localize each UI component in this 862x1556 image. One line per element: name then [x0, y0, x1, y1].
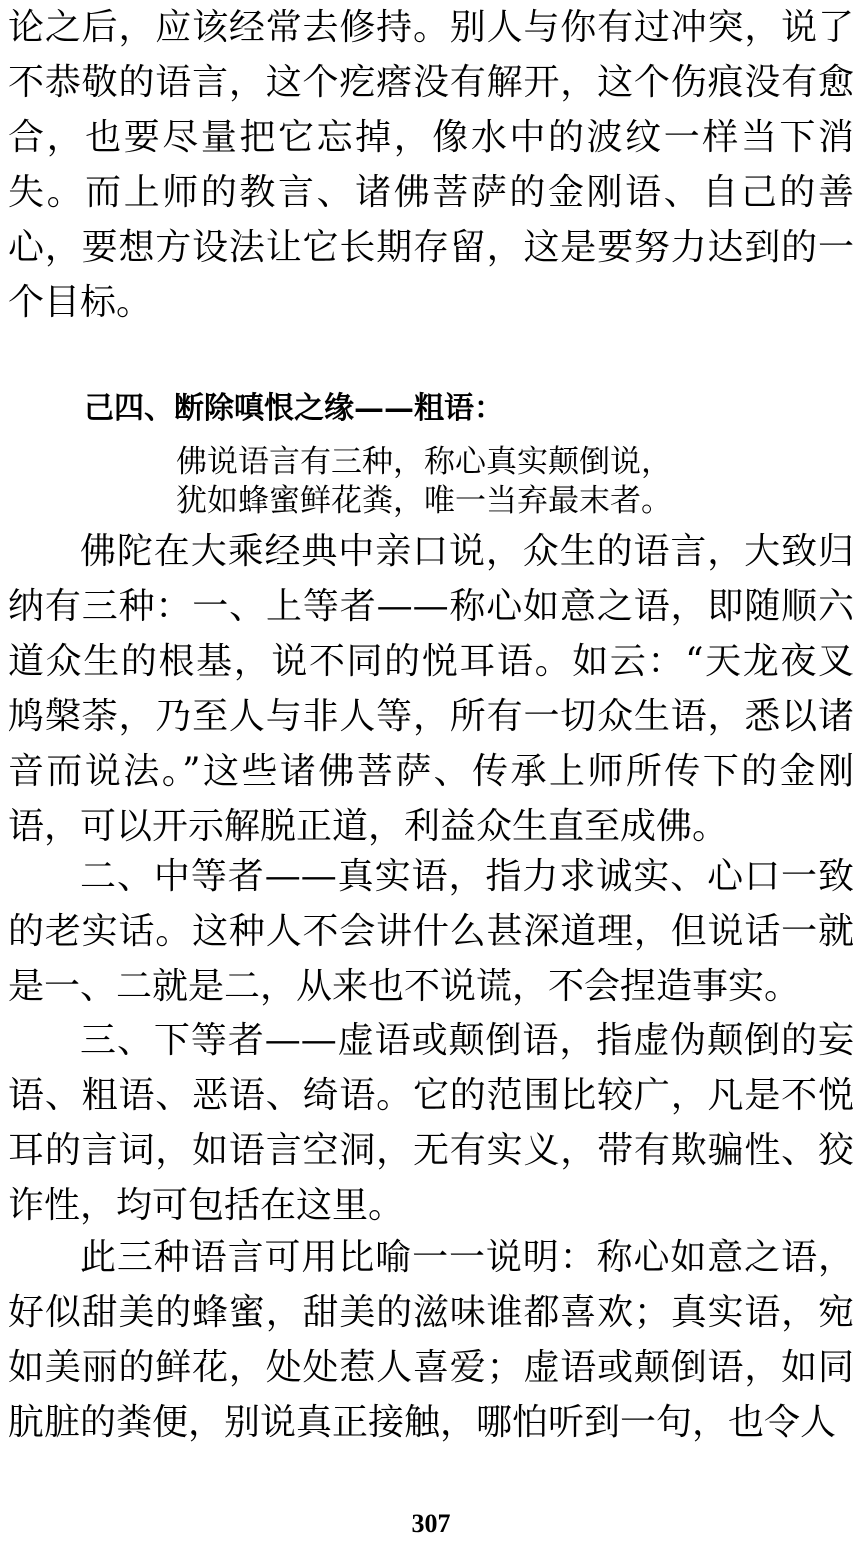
verse-line-2: 犹如蜂蜜鲜花粪，唯一当弃最末者。	[176, 483, 672, 519]
verse-line-1: 佛说语言有三种，称心真实颠倒说，	[176, 444, 672, 480]
paragraph-lower-kind: 三、下等者——虚语或颠倒语，指虚伪颠倒的妄语、粗语、恶语、绮语。它的范围比较广，凡是不悦耳的言词，如语言空洞，无有实义，带有欺骗性、狡诈性，均可包括在这里。	[8, 1020, 854, 1226]
paragraph-middle-kind: 二、中等者——真实语，指力求诚实、心口一致的老实话。这种人不会讲什么甚深道理，但说话一就是一、二就是二，从来也不说谎，不会捏造事实。	[8, 856, 854, 1007]
paragraph-three-kinds: 佛陀在大乘经典中亲口说，众生的语言，大致归纳有三种：一、上等者——称心如意之语，即随顺六道众生的根基，说不同的悦耳语。如云：“天龙夜叉鸠槃荼，乃至人与非人等，所有一切众生语，悉以诸音而说法。”这些诸佛菩萨、传承上师所传下的金刚语，可以开示解脱正道，利益众生直至成佛。	[8, 531, 854, 847]
section-heading: 己四、断除嗔恨之缘——粗语：	[84, 391, 504, 426]
paragraph-continuation: 论之后，应该经常去修持。别人与你有过冲突，说了不恭敬的语言，这个疙瘩没有解开，这个伤痕没有愈合，也要尽量把它忘掉，像水中的波纹一样当下消失。而上师的教言、诸佛菩萨的金刚语、自己的善心，要想方设法让它长期存留，这是要努力达到的一个目标。	[8, 7, 854, 323]
paragraph-analogy: 此三种语言可用比喻一一说明：称心如意之语，好似甜美的蜂蜜，甜美的滋味谁都喜欢；真实语，宛如美丽的鲜花，处处惹人喜爱；虚语或颠倒语，如同肮脏的粪便，别说真正接触，哪怕听到一句，也令人	[8, 1237, 854, 1443]
page-number: 307	[411, 1509, 451, 1538]
